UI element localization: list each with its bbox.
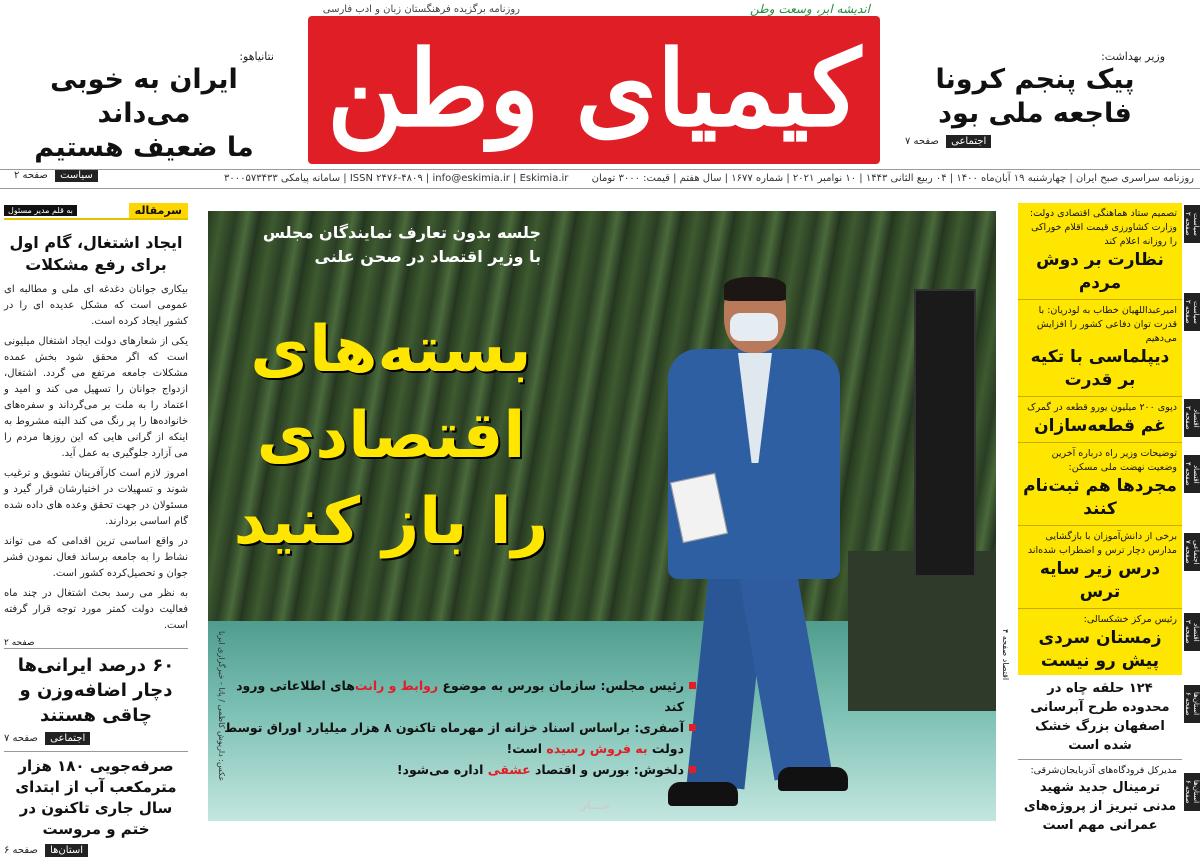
section-badge: سیاست: [55, 169, 98, 182]
section-badge: اجتماعی: [946, 135, 991, 148]
logo-text: کیمیای وطن: [327, 27, 861, 150]
editorial-paragraph: یکی از شعارهای دولت ایجاد اشتغال میلیونی است که اگر محقق شود بخش عمده مشکلات جامعه مرتفع می گردد. اشتغال، ازدواج جوانان را تسهیل می کند و امید و اعتماد را به ملت بر می‌گرداند و سفره‌های خانواده‌ها را پر رنگ می کند البته مشروط به اینکه از گرانی هایی که این روزها مردم را می آزارد جلوگیری به عمل آید.: [4, 336, 188, 459]
editorial-paragraph: بیکاری جوانان دغدغه ای ملی و مطالبه ای عمومی است که مشکل عدیده ای را در کشور ایجاد کرده است.: [4, 284, 188, 327]
section-badge: استان‌ها: [45, 844, 88, 857]
section-tab[interactable]: سیاست صفحه ۲: [1184, 205, 1200, 243]
right-item[interactable]: [1018, 397, 1182, 443]
section-tab[interactable]: اقتصاد صفحه ۳: [1184, 399, 1200, 437]
section-tab[interactable]: اقتصاد صفحه ۴: [1184, 455, 1200, 493]
bullet-item: آصفری: براساس اسناد خزانه از مهرماه تاکنون ۸ هزار میلیارد اوراق توسط دولت به فروش رسیده است!: [216, 717, 696, 759]
issue-info-line: [0, 169, 1200, 189]
right-item[interactable]: [1018, 300, 1182, 397]
photo-section-tag: اقتصاد صفحه ۴: [1001, 628, 1010, 680]
top-right-kicker: وزیر بهداشت:: [1101, 50, 1165, 63]
editorial-author: به قلم مدیر مسئول: [4, 205, 77, 216]
right-item[interactable]: [1018, 443, 1182, 526]
editorial-paragraph: در واقع اساسی ترین اقدامی که می تواند نشاط را به جامعه برساند فعال نمودن قشر جوان و تحصیل‌کرده کشور است.: [4, 536, 188, 579]
right-bottom-stories: [1018, 675, 1182, 833]
page-ref: صفحه ۷: [905, 136, 939, 147]
section-tab-strip: [1184, 203, 1200, 823]
right-item[interactable]: [1018, 203, 1182, 300]
top-right-headline-1: پیک پنجم کرونا: [935, 64, 1135, 95]
page-ref: صفحه ۶: [4, 845, 38, 856]
top-story-right[interactable]: [905, 50, 1165, 148]
right-bottom-kicker: مدیرکل فرودگاه‌های آذربایجان‌شرقی:: [1030, 765, 1177, 776]
photo-watermark: جـــار: [580, 799, 610, 812]
right-item-kicker: توضیحات وزیر راه درباره آخرین وضعیت نهضت ملی مسکن:: [1051, 448, 1177, 473]
newspaper-logo[interactable]: [308, 16, 880, 164]
section-tab[interactable]: سیاست صفحه ۲: [1184, 293, 1200, 331]
top-right-badge-row: [905, 135, 1165, 148]
page-ref: صفحه ۲: [14, 170, 48, 181]
section-badge: اجتماعی: [45, 732, 90, 745]
right-bottom-item[interactable]: [1018, 760, 1182, 839]
bullet-item: دلخوش: بورس و اقتصاد عشقی اداره می‌شود!: [216, 759, 696, 780]
right-bottom-headline: ۱۲۴ حلقه چاه در محدوده طرح آبرسانی اصفهان بزرگ خشک شده است: [1030, 681, 1170, 753]
photo-kicker-line-1: جلسه بدون تعارف نمایندگان مجلس: [262, 223, 541, 242]
main-photo[interactable]: [208, 211, 996, 821]
editorial-page-ref: صفحه ۲: [4, 638, 35, 648]
left-story-2[interactable]: [4, 751, 188, 857]
right-item-headline: زمستان سردی پیش رو نیست: [1038, 628, 1162, 671]
left-story-1-headline: ۶۰ درصد ایرانی‌ها دچار اضافه‌وزن و چاقی هستند: [17, 655, 175, 726]
editorial-title[interactable]: ایجاد اشتغال، گام اول برای رفع مشکلات: [9, 233, 183, 274]
right-item-headline: دیپلماسی با تکیه بر قدرت: [1030, 347, 1170, 390]
person-shoe: [778, 767, 848, 791]
right-item-kicker: رئیس مرکز خشکسالی:: [1083, 614, 1177, 625]
right-item-headline: درس زیر سایه ترس: [1039, 559, 1161, 602]
photo-kicker-line-2: با وزیر اقتصاد در صحن علنی: [314, 247, 541, 266]
right-headlines-column: [1018, 203, 1182, 675]
issue-contact-info: ISSN ۲۴۷۶-۴۸۰۹ | info@eskimia.ir | Eskimia.ir | سامانه پیامکی ۳۰۰۰۵۷۳۴۳۳: [224, 173, 569, 184]
person-mask: [730, 313, 778, 341]
editorial-body: [4, 282, 188, 634]
person-hair: [724, 277, 786, 301]
right-item-kicker: تصمیم ستاد هماهنگی اقتصادی دولت: وزارت کشاورزی قیمت اقلام خوراکی را روزانه اعلام کند: [1029, 208, 1177, 247]
photo-speaker: [914, 289, 976, 577]
left-story-2-headline: صرفه‌جویی ۱۸۰ هزار مترمکعب آب از ابتدای سال جاری تاکنون در ختم و مروست: [15, 757, 177, 838]
right-item[interactable]: [1018, 526, 1182, 609]
main-story-bullets: [216, 675, 696, 780]
editorial-paragraph: به نظر می رسد بحث اشتغال در چند ماه فعالیت دولت کمتر مورد توجه قرار گرفته است.: [4, 588, 188, 631]
right-item-kicker: امیرعبداللهیان خطاب به لودریان: با قدرت توان دفاعی کشور را افزایش می‌دهیم: [1036, 305, 1177, 344]
bullet-item: رئیس مجلس: سازمان بورس به موضوع روابط و رانت‌های اطلاعاتی ورود کند: [216, 675, 696, 717]
page-ref: صفحه ۷: [4, 733, 38, 744]
left-column: [4, 203, 188, 856]
left-story-1-badge-row: [4, 732, 188, 745]
top-left-headline-1: ایران به خوبی می‌داند: [50, 64, 238, 129]
right-item[interactable]: [1018, 609, 1182, 677]
right-item-headline: غم قطعه‌سازان: [1034, 416, 1166, 436]
masthead-tagline: روزنامه برگزیده فرهنگستان زبان و ادب فارسی: [322, 4, 520, 15]
section-tab[interactable]: استان‌ها صفحه ۶: [1184, 685, 1200, 723]
left-story-2-badge-row: [4, 844, 188, 857]
main-headline-line-2: اقتصادی: [256, 399, 526, 473]
photo-kicker: [221, 221, 541, 269]
main-headline-line-3: را باز کنید: [233, 485, 549, 559]
top-right-headline-2: فاجعه ملی بود: [938, 98, 1132, 129]
editorial-label: سرمقاله: [129, 203, 188, 218]
section-tab[interactable]: اجتماعی صفحه ۷: [1184, 533, 1200, 571]
editorial-header: [4, 203, 188, 220]
editorial-paragraph: امروز لازم است کارآفرینان تشویق و ترغیب شوند و تسهیلات در اختیارشان قرار گیرد و مسئولان در جهت تحقق وعده های داده شده گام اساسی بردارند.: [4, 468, 188, 527]
person-shoe: [668, 782, 738, 806]
issue-date-info: روزنامه سراسری صبح ایران | چهارشنبه ۱۹ آبان‌ماه ۱۴۰۰ | ۰۴ ربیع الثانی ۱۴۴۳ | ۱۰ نوامبر ۲۰۲۱ | شماره ۱۶۷۷ | سال هفتم | قیمت: ۳۰۰۰ تومان: [591, 173, 1194, 184]
top-left-headline-2: ما ضعیف هستیم: [34, 132, 254, 163]
right-item-headline: مجردها هم ثبت‌نام کنند: [1023, 476, 1177, 519]
section-tab[interactable]: اقتصاد صفحه ۳: [1184, 613, 1200, 651]
masthead-slogan: اندیشه ابر، وسعت وطن: [750, 2, 870, 16]
top-story-left[interactable]: [14, 50, 274, 182]
right-item-headline: نظارت بر دوش مردم: [1036, 250, 1164, 293]
right-item-kicker: برخی از دانش‌آموزان با بازگشایی مدارس دچار ترس و اضطراب شده‌اند: [1027, 531, 1177, 556]
top-left-kicker: نتانیاهو:: [239, 50, 274, 63]
main-headline-line-1: بسته‌های: [250, 313, 532, 387]
photo-credit: عکس: داریوش کاظمی / پانا - خبرگزاری ایرنا: [217, 631, 226, 782]
main-headline[interactable]: [211, 307, 571, 565]
left-story-1[interactable]: [4, 648, 188, 745]
section-tab[interactable]: استان‌ها صفحه ۶: [1184, 773, 1200, 811]
right-bottom-item[interactable]: [1018, 675, 1182, 760]
right-bottom-headline: ترمینال جدید شهید مدنی تبریز از پروژه‌های عمرانی مهم است: [1023, 780, 1177, 833]
right-item-kicker: دپوی ۲۰۰ میلیون یورو قطعه در گمرک: [1027, 402, 1177, 413]
